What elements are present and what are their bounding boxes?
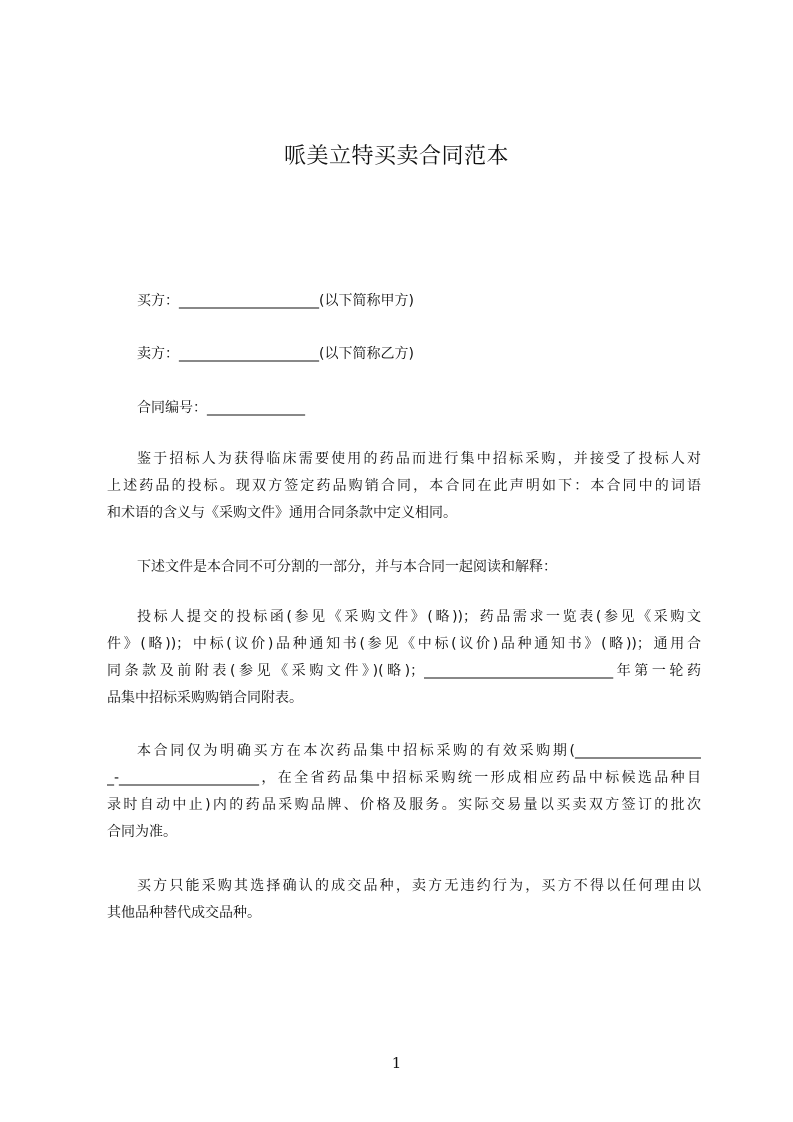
paragraph-line: 录时自动中止)内的药品采购品牌、价格及服务。实际交易量以买卖双方签订的批次 <box>107 797 701 813</box>
paragraph-line: 鉴于招标人为获得临床需要使用的药品而进行集中招标采购，并接受了投标人对 <box>137 451 701 467</box>
paragraph-line: 本合同仅为明确买方在本次药品集中招标采购的有效采购期(__________________ <box>137 743 701 759</box>
paragraph-line: 其他品种替代成交品种。 <box>107 905 261 921</box>
buyer-field: 买方：____________________(以下简称甲方) <box>137 293 414 309</box>
paragraph-line: 投标人提交的投标函(参见《采购文件》(略))；药品需求一览表(参见《采购文 <box>137 609 701 625</box>
paragraph-line: 下述文件是本合同不可分割的一部分，并与本合同一起阅读和解释： <box>137 559 557 575</box>
paragraph-line: 上述药品的投标。现双方签定药品购销合同，本合同在此声明如下：本合同中的词语 <box>107 478 701 494</box>
paragraph-line: _-____________________，在全省药品集中招标采购统一形成相应药品中标候选品种目 <box>107 770 701 786</box>
seller-field: 卖方：____________________(以下简称乙方) <box>137 346 414 362</box>
paragraph-line: 合同为准。 <box>107 824 177 840</box>
paragraph-line: 买方只能采购其选择确认的成交品种，卖方无违约行为，买方不得以任何理由以 <box>137 878 701 894</box>
page-number: 1 <box>391 1054 402 1072</box>
paragraph-purchase-terms <box>107 873 701 927</box>
paragraph-documents-list <box>107 604 701 712</box>
document-title: 哌美立特买卖合同范本 <box>283 144 509 169</box>
paragraph-documents-intro <box>107 554 701 581</box>
paragraph-line: 同条款及前附表(参见《采购文件》)(略)；___________________________年第一轮药 <box>107 663 701 679</box>
paragraph-line: 品集中招标采购购销合同附表。 <box>107 690 303 706</box>
contract-number-field: 合同编号：______________ <box>137 400 305 416</box>
paragraph-line: 件》(略))；中标(议价)品种通知书(参见《中标(议价)品种通知书》(略))；通用合 <box>107 636 701 652</box>
paragraph-validity <box>107 738 701 846</box>
paragraph-recital <box>107 446 701 527</box>
paragraph-line: 和术语的含义与《采购文件》通用合同条款中定义相同。 <box>107 505 457 521</box>
